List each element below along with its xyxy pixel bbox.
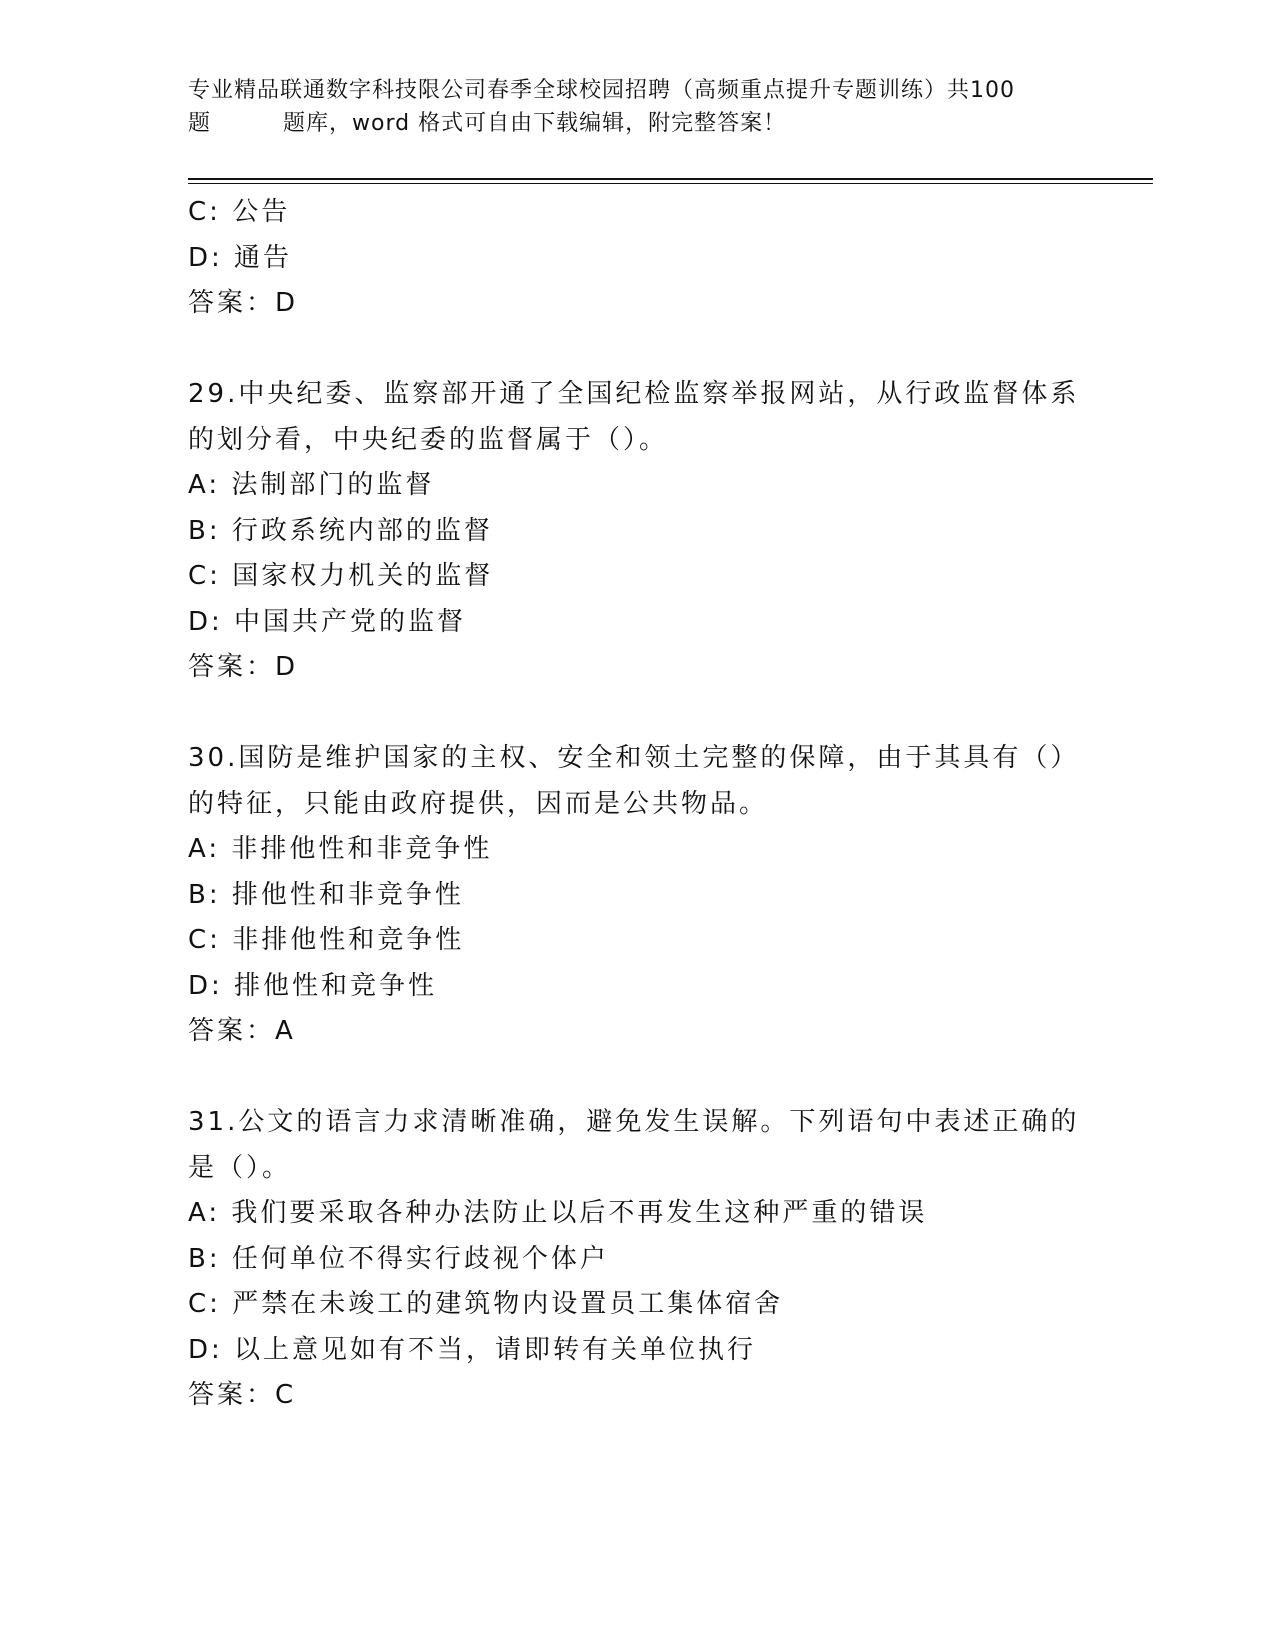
question-stem-line1: 30.国防是维护国家的主权、安全和领土完整的保障，由于其具有（） (188, 743, 1080, 773)
option-d: D: 排他性和竞争性 (188, 970, 438, 1001)
option-c: C: 公告 (188, 197, 291, 227)
question-stem-line1: 31.公文的语言力求清晰准确，避免发生误解。下列语句中表述正确的 (188, 1107, 1080, 1137)
option-d: D: 通告 (188, 242, 293, 273)
header-line2-left: 题 (188, 111, 212, 136)
answer-value: A (275, 1016, 296, 1046)
header-line2-right: 题库，word 格式可自由下载编辑，附完整答案！ (283, 111, 787, 136)
option-b: B: 行政系统内部的监督 (188, 515, 493, 546)
question-stem-line2: 的划分看，中央纪委的监督属于（）。 (188, 424, 669, 455)
document-header (188, 74, 1078, 140)
answer-value: C (275, 1380, 297, 1410)
option-a: A: 法制部门的监督 (188, 470, 435, 500)
header-divider-thick (188, 178, 1153, 180)
question-stem-line2: 是（）。 (188, 1152, 292, 1183)
question-31 (188, 1100, 1088, 1419)
question-stem-line2: 的特征，只能由政府提供，因而是公共物品。 (188, 788, 769, 819)
option-a: A: 非排他性和非竞争性 (188, 834, 493, 864)
option-a: A: 我们要采取各种办法防止以后不再发生这种严重的错误 (188, 1198, 928, 1228)
option-c: C: 国家权力机关的监督 (188, 561, 494, 591)
answer-line: 答案：A (188, 1016, 296, 1046)
option-c: C: 严禁在未竣工的建筑物内设置员工集体宿舍 (188, 1289, 784, 1319)
question-content (188, 190, 1088, 1419)
header-divider-thin (188, 183, 1153, 184)
answer-value: D (275, 288, 299, 318)
header-title-line1: 专业精品联通数字科技限公司春季全球校园招聘（高频重点提升专题训练）共100 (188, 78, 1015, 103)
option-d: D: 以上意见如有不当，请即转有关单位执行 (188, 1334, 757, 1365)
answer-value: D (275, 652, 299, 682)
option-b: B: 排他性和非竞争性 (188, 879, 464, 910)
option-c: C: 非排他性和竞争性 (188, 925, 465, 955)
answer-line: 答案：D (188, 288, 299, 318)
question-stem-line1: 29.中央纪委、监察部开通了全国纪检监察举报网站，从行政监督体系 (188, 379, 1080, 409)
header-title-line2 (188, 107, 1078, 140)
question-continuation (188, 190, 1088, 327)
answer-line: 答案：C (188, 1380, 297, 1410)
question-29 (188, 372, 1088, 691)
option-b: B: 任何单位不得实行歧视个体户 (188, 1243, 609, 1274)
question-30 (188, 736, 1088, 1055)
option-d: D: 中国共产党的监督 (188, 606, 467, 637)
answer-line: 答案：D (188, 652, 299, 682)
